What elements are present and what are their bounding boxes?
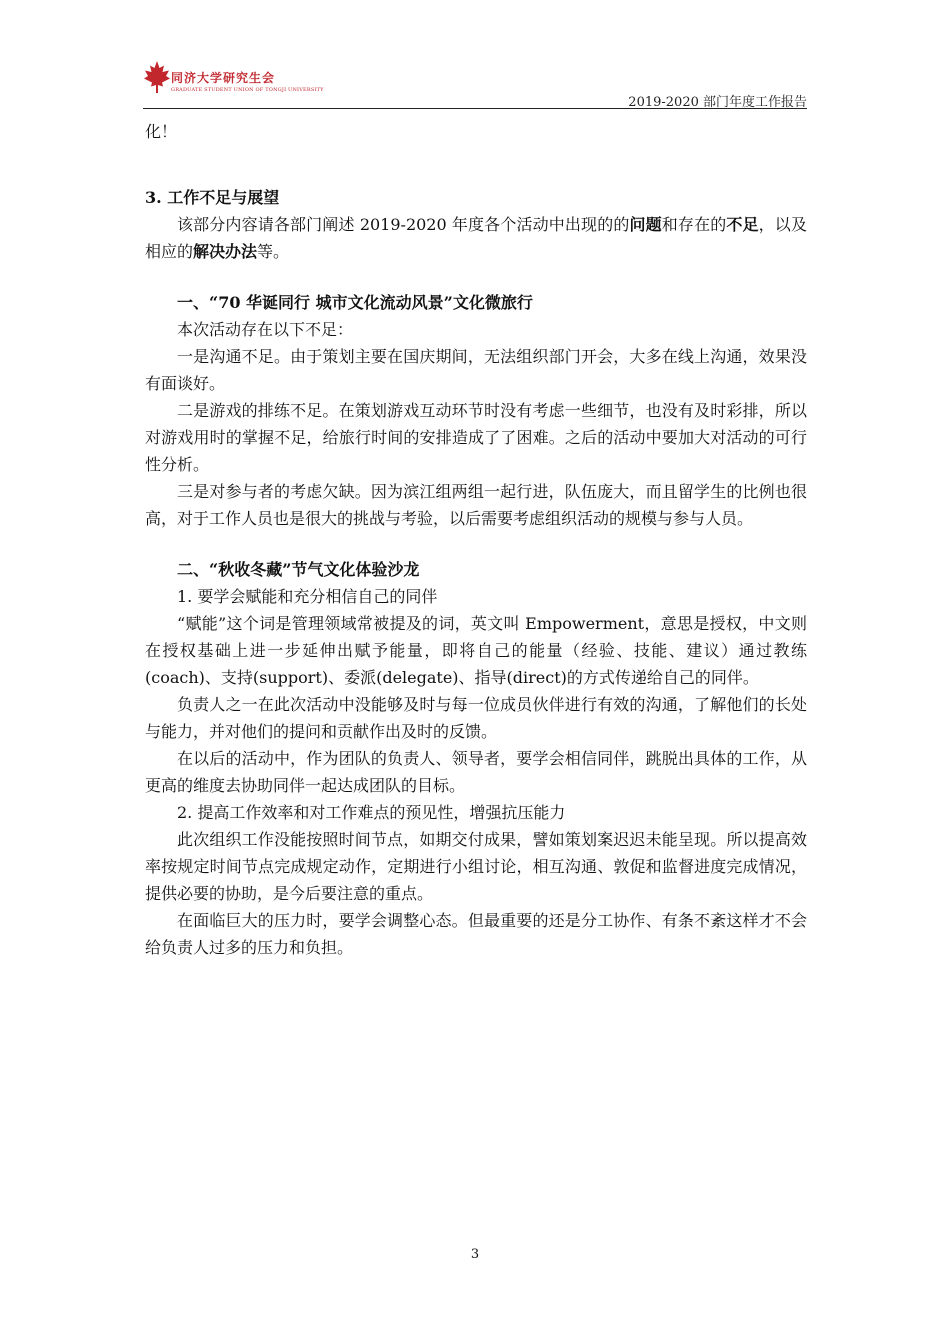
intro-bold-solution: 解决办法 — [193, 242, 258, 261]
document-body — [145, 118, 807, 961]
section3-intro — [145, 211, 807, 265]
section3-heading: 3. 工作不足与展望 — [145, 188, 280, 207]
part1-paragraph: 三是对参与者的考虑欠缺。因为滨江组两组一起行进，队伍庞大，而且留学生的比例也很高，对于工作人员也是很大的挑战与考验，以后需要考虑组织活动的规模与参与人员。 — [145, 482, 807, 528]
logo-english-text: GRADUATE STUDENT UNION OF TONGJI UNIVERSITY — [171, 87, 324, 93]
part2-paragraph: 在面临巨大的压力时，要学会调整心态。但最重要的还是分工协作、有条不紊这样才不会给负责人过多的压力和负担。 — [145, 911, 807, 957]
continuation-text: 化！ — [145, 122, 178, 141]
report-title: 2019-2020 部门年度工作报告 — [628, 95, 807, 110]
part1-paragraph: 本次活动存在以下不足： — [177, 320, 354, 339]
part2-paragraph: 此次组织工作没能按照时间节点，如期交付成果，譬如策划案迟迟未能呈现。所以提高效率按规定时间节点完成规定动作，定期进行小组讨论，相互沟通、敦促和监督进度完成情况，提供必要的协助，是今后要注意的重点。 — [145, 830, 807, 903]
intro-bold-problem: 问题 — [629, 215, 662, 234]
part1-heading: 一、“70 华诞同行 城市文化流动风景”文化微旅行 — [177, 293, 533, 312]
maple-leaf-icon — [143, 60, 171, 94]
page-header — [0, 0, 950, 112]
part2-heading: 二、“秋收冬藏”节气文化体验沙龙 — [177, 560, 420, 579]
part2-paragraph: 在以后的活动中，作为团队的负责人、领导者，要学会相信同伴，跳脱出具体的工作，从更高的维度去协助同伴一起达成团队的目标。 — [145, 749, 807, 795]
page-number: 3 — [470, 1247, 480, 1262]
intro-text: 等。 — [257, 242, 290, 261]
header-divider — [143, 108, 807, 109]
union-logo — [143, 60, 324, 106]
intro-bold-shortfall: 不足 — [726, 215, 759, 234]
intro-text: ，以及相应的 — [145, 215, 807, 261]
part1-paragraph: 二是游戏的排练不足。在策划游戏互动环节时没有考虑一些细节，也没有及时彩排，所以对游戏用时的掌握不足，给旅行时间的安排造成了了困难。之后的活动中要加大对活动的可行性分析。 — [145, 401, 807, 474]
part2-subheading: 2. 提高工作效率和对工作难点的预见性，增强抗压能力 — [177, 803, 566, 822]
part2-paragraph: “赋能”这个词是管理领域常被提及的词，英文叫 Empowerment，意思是授权，中文则在授权基础上进一步延伸出赋予能量，即将自己的能量（经验、技能、建议）通过教练(coach)、支持(support)、委派(delegate)、指导(direct)的方式传递给自己的同伴。 — [145, 614, 807, 687]
intro-text: 和存在的 — [661, 215, 727, 234]
intro-text: 该部分内容请各部门阐述 2019-2020 年度各个活动中出现的的 — [177, 215, 630, 234]
part1-paragraph: 一是沟通不足。由于策划主要在国庆期间，无法组织部门开会，大多在线上沟通，效果没有面谈好。 — [145, 347, 807, 393]
part2-subheading: 1. 要学会赋能和充分相信自己的同伴 — [177, 587, 438, 606]
logo-chinese-text: 同济大学研究生会 — [171, 71, 276, 85]
part2-paragraph: 负责人之一在此次活动中没能够及时与每一位成员伙伴进行有效的沟通，了解他们的长处与能力，并对他们的提问和贡献作出及时的反馈。 — [145, 695, 807, 741]
